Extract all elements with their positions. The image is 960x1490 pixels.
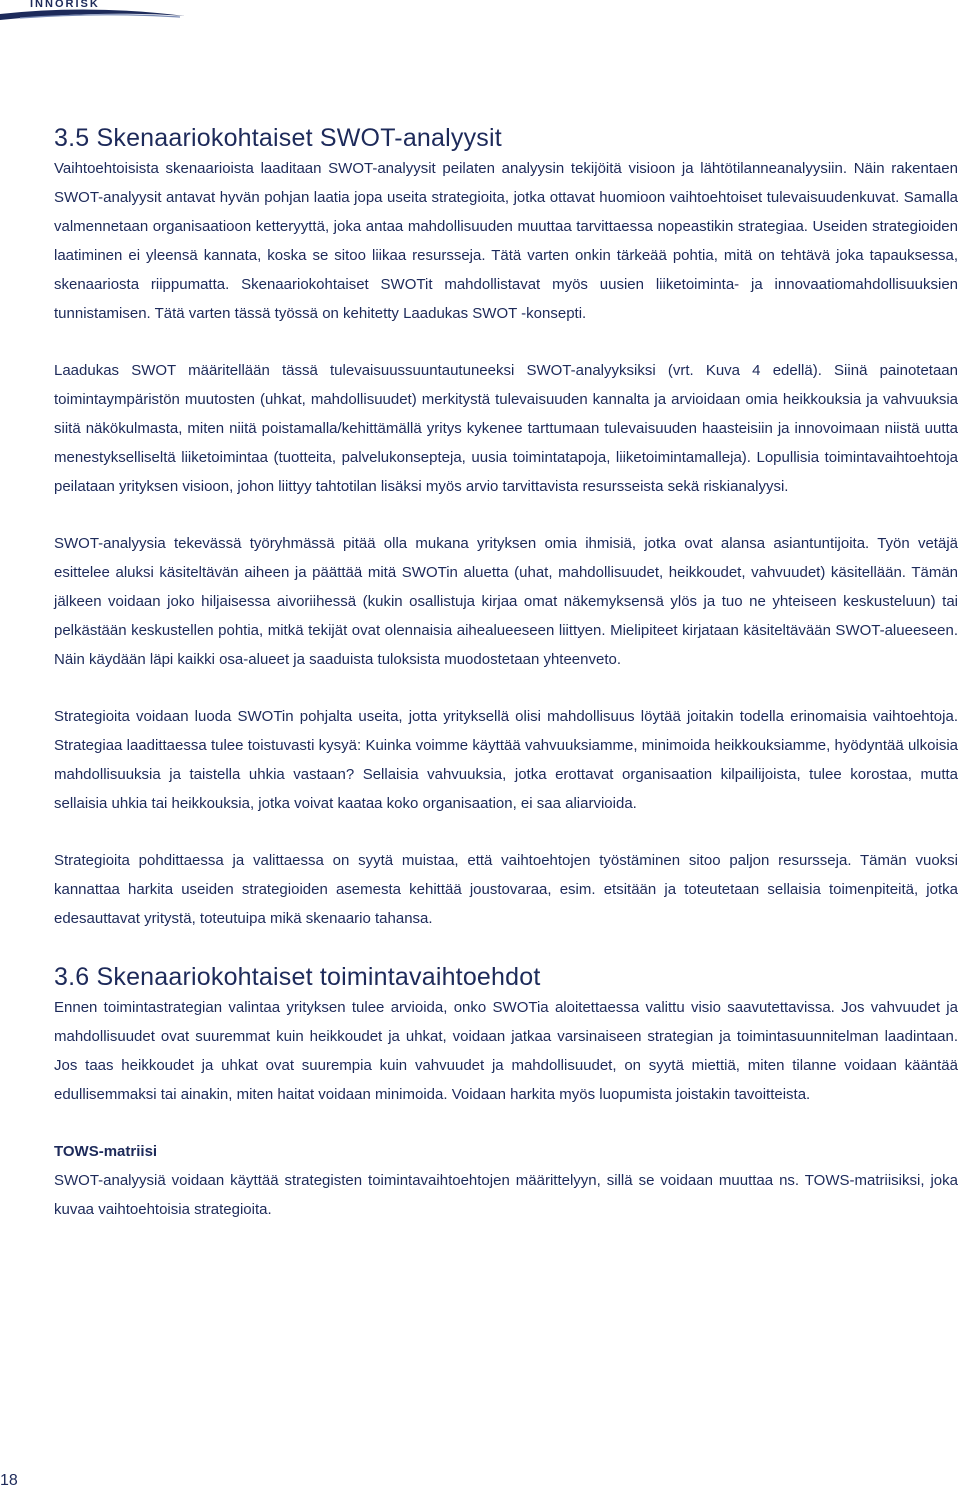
paragraph: Laadukas SWOT määritellään tässä tulevaisuussuuntautuneeksi SWOT-analyyksiksi (vrt. Kuva 4 edellä). Siinä painotetaan toimintaympäristön muutosten (uhkat, mahdollisuudet) merkitystä tulevaisuuden kannalta ja arvioidaan omia heikkouksia ja vahvuuksia siitä näkökulmasta, miten niitä poistamalla/kehittämällä yritys kykenee tarttumaan tulevaisuuden haasteisiin ja innovoimaan niistä uutta menestykselliseltä liiketoimintaa (tuotteita, palvelukonsepteja, uusia toimintatapoja, liiketoimintamalleja). Lopullisia toimintavaihtoehtoja peilataan yrityksen visioon, johon liittyy tahtotilan lisäksi myös arvio tarvittavista resursseista sekä riskianalyysi. bbox=[54, 362, 958, 495]
document-body bbox=[54, 122, 958, 1252]
paragraph: SWOT-analyysia tekevässä työryhmässä pitää olla mukana yrityksen omia ihmisiä, jotka ovat alansa asiantuntijoita. Työn vetäjä esittelee aluksi käsiteltävän aiheen ja päättää mitä SWOTin aluetta (uhat, mahdollisuudet, heikkoudet, vahvuudet) käsitellään. Tämän jälkeen voidaan joko hiljaisessa aivoriihessä (kukin osallistuja kirjaa omat näkemyksensä ylös ja tuo ne yhteiseen keskusteluun) tai pelkästään keskustellen pohtia, mitkä tekijät ovat olennaisia aihealueeseen liittyen. Mielipiteet kirjataan käsiteltävään SWOT-alueeseen. Näin käydään läpi kaikki osa-alueet ja saaduista tuloksista muodostetaan yhteenveto. bbox=[54, 535, 958, 668]
page-number: 18 bbox=[0, 1472, 18, 1489]
section-heading-3-5: 3.5 Skenaariokohtaiset SWOT-analyysit bbox=[54, 124, 502, 152]
section-heading-3-6: 3.6 Skenaariokohtaiset toimintavaihtoehdot bbox=[54, 963, 541, 991]
paragraph: SWOT-analyysiä voidaan käyttää strategisten toimintavaihtoehtojen määrittelyyn, sillä se voidaan muuttaa ns. TOWS-matriisiksi, joka kuvaa vaihtoehtoisia strategioita. bbox=[54, 1172, 958, 1218]
subheading-tows-matriisi: TOWS-matriisi bbox=[54, 1143, 158, 1160]
paragraph: Strategioita pohdittaessa ja valittaessa on syytä muistaa, että vaihtoehtojen työstäminen sitoo paljon resursseja. Tämän vuoksi kannattaa harkita useiden strategioiden asemesta kehittää joustovaraa, esim. etsitään ja toteutetaan sellaisia toimenpiteitä, jotka edesauttavat yritystä, toteutuipa mikä skenaario tahansa. bbox=[54, 852, 958, 927]
logo-text: INNORISK bbox=[30, 0, 100, 10]
paragraph: Ennen toimintastrategian valintaa yrityksen tulee arvioida, onko SWOTia aloitettaessa valittu visio saavutettavissa. Jos vahvuudet ja mahdollisuudet ovat suuremmat kuin heikkoudet ja uhkat, voidaan jatkaa varsinaiseen strategian ja toimintasuunnitelman laadintaan. Jos taas heikkoudet ja uhkat ovat suurempia kuin vahvuudet ja mahdollisuudet, on syytä miettiä, miten tilanne voidaan kääntää edullisemmaksi tai ainakin, miten haitat voidaan minimoida. Voidaan harkita myös luopumista joistakin tavoitteista. bbox=[54, 999, 958, 1103]
paragraph: Strategioita voidaan luoda SWOTin pohjalta useita, jotta yrityksellä olisi mahdollisuus löytää joitakin todella erinomaisia vaihtoehtoja. Strategiaa laadittaessa tulee toistuvasti kysyä: Kuinka voimme käyttää vahvuuksiamme, minimoida heikkouksiamme, hyödyntää ulkoisia mahdollisuuksia ja taistella uhkia vastaan? Sellaisia vahvuuksia, jotka erottavat organisaation kilpailijoista, tulee korostaa, mutta sellaisia uhkia tai heikkouksia, jotka voivat kaataa koko organisaation, ei saa aliarvioida. bbox=[54, 708, 958, 812]
company-logo bbox=[0, 0, 190, 24]
paragraph: Vaihtoehtoisista skenaarioista laaditaan SWOT-analyysit peilaten analyysin tekijöitä visioon ja lähtötilanneanalyysiin. Näin rakentaen SWOT-analyysit antavat hyvän pohjan laatia jopa useita strategioita, jotka ottavat huomioon vaihtoehtoiset tulevaisuudenkuvat. Samalla valmennetaan organisaatioon ketteryyttä, joka antaa mahdollisuuden muuttaa tarvittaessa nopeastikin strategiaa. Useiden strategioiden laatiminen ei yleensä kannata, koska se sitoo liikaa resursseja. Tätä varten onkin tärkeää pohtia, mitä on tehtävä joka tapauksessa, skenaariosta riippumatta. Skenaariokohtaiset SWOTit mahdollistavat myös uusien liiketoiminta- ja innovaatiomahdollisuuksien tunnistamisen. Tätä varten tässä työssä on kehitetty Laadukas SWOT -konsepti. bbox=[54, 160, 958, 322]
